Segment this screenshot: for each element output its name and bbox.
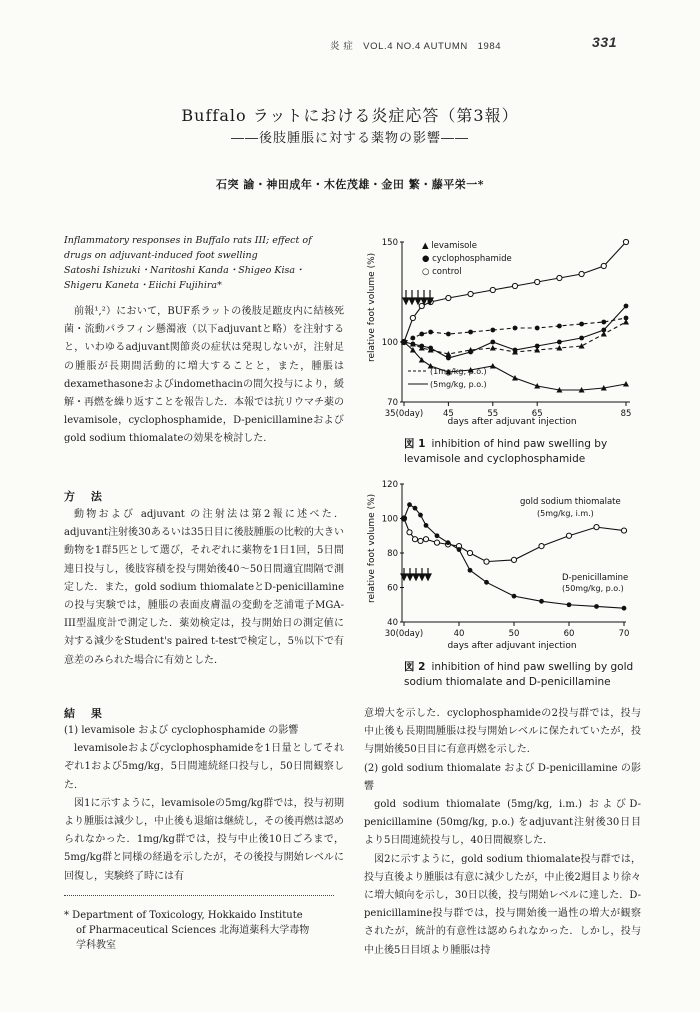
data-point xyxy=(594,604,599,609)
data-point xyxy=(434,540,439,545)
results-paragraph-5: 図2に示すように，gold sodium thiomalate投与群では，投与直後より腫脹は有意に減少したが，中止後2週目より徐々に増大傾向を示し，30日以後，投与開始レベルに達した．D-penicillamine投与群では，投与開始後一過性の増大が観察されたが，統計的有意性は認められなかった．しかし，投与中止後5日目頃より腫脹は持 xyxy=(364,853,641,956)
footnote xyxy=(64,908,344,953)
data-point xyxy=(410,342,415,347)
figure-2-chart xyxy=(362,478,652,656)
data-point xyxy=(579,271,584,276)
data-point xyxy=(419,344,424,349)
y-tick-label: 40 xyxy=(387,618,398,628)
data-point xyxy=(468,291,473,296)
data-point xyxy=(624,316,629,321)
data-point xyxy=(490,328,495,333)
data-point xyxy=(402,340,407,345)
results-paragraph-1: levamisoleおよびcyclophosphamideを1日量としてそれぞれ1および5mg/kg，5日間連続経口投与し，50日間観察した． xyxy=(64,743,344,791)
data-point xyxy=(557,324,562,329)
data-point xyxy=(579,322,584,327)
fig1-legend-mark-3: ○ xyxy=(422,267,433,277)
y-tick-label: 100 xyxy=(381,514,398,525)
data-point xyxy=(418,538,423,543)
data-point xyxy=(407,502,412,507)
fig2-ylabel: relative foot volume (%) xyxy=(367,493,377,603)
figure-1-chart xyxy=(362,232,652,432)
x-tick-label: 60 xyxy=(563,629,575,639)
methods-paragraph: 動物および adjuvant の注射法は第2報に述べた．adjuvant注射後30あるいは35日目に後肢腫脹の比較的大きい動物を1群5匹として選び，それぞれに薬物を1日1回，5日間連日投与し，後肢容積を投与開始後40〜50日間適宜間隔で測定した．また，gold sodium thiomalateとD-penicillamineの投与実験では，腫脹の表面皮膚温の変動を芝浦電子MGA-III型温度計で測定した．薬効検定は，投与開始日の測定値に対する減少をStudent's paired t-testで検定し，5％以下で有意差のみられた場合に有効とした． xyxy=(64,509,344,666)
data-point xyxy=(446,332,451,337)
x-tick-label: 45 xyxy=(442,409,454,419)
y-tick-label: 120 xyxy=(381,480,398,490)
data-point xyxy=(557,340,562,345)
fig1-ylabel: relative foot volume (%) xyxy=(367,252,377,362)
english-abstract-header xyxy=(64,233,339,293)
fig1-arrows xyxy=(403,290,433,304)
data-point xyxy=(513,348,518,353)
data-point xyxy=(601,320,606,325)
data-point xyxy=(594,525,599,530)
data-point xyxy=(535,344,540,349)
methods-heading: 方 法 xyxy=(64,490,108,503)
data-point xyxy=(601,328,606,333)
results-section xyxy=(64,722,344,886)
fig1-dose-5mg: (5mg/kg, p.o.) xyxy=(430,380,487,389)
figure-1-caption xyxy=(404,437,644,467)
data-point xyxy=(446,295,451,300)
fig2-label-gold: gold sodium thiomalate xyxy=(520,497,621,507)
data-point xyxy=(402,516,407,521)
fig1-legend-cyclophosphamide: cyclophosphamide xyxy=(432,254,512,264)
english-authors-line2: Shigeru Kaneta・Eiichi Fujihira* xyxy=(64,280,222,291)
data-point xyxy=(484,580,489,585)
y-tick-label: 150 xyxy=(381,238,398,248)
fig1-xlabel: days after adjuvant injection xyxy=(447,417,577,427)
svg-text:▲ levamisole xyxy=(422,241,477,251)
x-tick-label: 40 xyxy=(453,629,465,639)
data-point xyxy=(413,506,418,511)
data-point xyxy=(428,330,433,335)
data-point xyxy=(424,523,429,528)
data-point xyxy=(484,559,489,564)
data-point xyxy=(457,547,462,552)
data-point xyxy=(446,356,451,361)
x-tick-label: 65 xyxy=(531,409,543,419)
data-point xyxy=(490,363,496,369)
data-point xyxy=(539,544,544,549)
data-point xyxy=(535,326,540,331)
english-title-line1: Inflammatory responses in Buffalo rats III; effect of xyxy=(64,235,312,246)
data-point xyxy=(428,346,433,351)
data-point xyxy=(623,239,628,244)
fig1-legend-control: control xyxy=(432,267,462,277)
results-heading: 結 果 xyxy=(64,707,108,720)
figure-2-caption xyxy=(404,660,644,690)
data-point xyxy=(490,287,495,292)
footnote-line2: of Pharmaceutical Sciences 北海道薬科大学毒物 xyxy=(76,925,310,936)
footnote-line3: 学科教室 xyxy=(76,940,116,951)
x-tick-label: 70 xyxy=(618,629,630,639)
footnote-rule xyxy=(64,895,334,896)
fig1-legend-levamisole: levamisole xyxy=(431,241,477,251)
fig2-caption-text: inhibition of hind paw swelling by gold sodium thiomalate and D-penicillamine xyxy=(404,661,634,688)
data-point xyxy=(566,533,571,538)
fig2-label-gold-dose: (5mg/kg, i.m.) xyxy=(537,509,594,518)
results-subheading-1: (1) levamisole および cyclophosphamide の影響 xyxy=(64,725,299,736)
data-point xyxy=(407,530,412,535)
data-point xyxy=(490,345,496,351)
data-point xyxy=(579,336,584,341)
results-paragraph-2: 図1に示すように，levamisoleの5mg/kg群では，投与初期より腫脹は減少し，中止後も退縮は継続し，その後再燃は認められなかった．1mg/kg群では，投与中止後10日ごろまで，5mg/kg群と同様の経過を示したが，その後投与開始レベルに回復し，実験終了時には有 xyxy=(64,797,344,882)
fig1-legend-mark-1: ▲ xyxy=(422,241,432,251)
y-tick-label: 80 xyxy=(387,549,398,559)
methods-section xyxy=(64,506,344,670)
svg-text:● cyclophosphamide xyxy=(422,254,512,264)
x-tick-label: 35(0day) xyxy=(384,409,424,419)
data-point xyxy=(622,606,627,611)
data-point xyxy=(419,332,424,337)
data-point xyxy=(539,599,544,604)
english-authors-line1: Satoshi Ishizuki・Naritoshi Kanda・Shigeo Kisa・ xyxy=(64,265,305,276)
fig2-label-dpen-dose: (50mg/kg, p.o.) xyxy=(562,584,624,593)
fig1-caption-text: inhibition of hind paw swelling by levamisole and cyclophosphamide xyxy=(404,438,608,465)
data-point xyxy=(623,381,629,387)
paper-subtitle: ――後肢腫脹に対する薬物の影響―― xyxy=(230,131,469,146)
data-point xyxy=(423,537,428,542)
results-paragraph-4: gold sodium thiomalate (5mg/kg, i.m.) およびD-penicillamine (50mg/kg, p.o.) をadjuvant注射後30日目より5日間連続投与し，40日間観察した． xyxy=(364,799,641,847)
data-point xyxy=(446,540,451,545)
data-point xyxy=(512,375,518,381)
journal-name: 炎 症 xyxy=(330,41,354,52)
intro-section xyxy=(64,303,344,449)
data-point xyxy=(512,283,517,288)
results-paragraph-3: 意増大を示した．cyclophosphamideの2投与群では，投与中止後も長期間腫脹は投与開始レベルに保たれていたが，投与開始後50日目に有意再燃を示した． xyxy=(364,708,641,756)
english-title-line2: drugs on adjuvant-induced foot swelling xyxy=(64,250,258,261)
data-point xyxy=(601,263,606,268)
fig1-dose-1mg: (1mg/kg, p.o.) xyxy=(430,367,487,376)
fig2-xlabel: days after adjuvant injection xyxy=(447,641,577,651)
data-point xyxy=(435,533,440,538)
data-point xyxy=(512,594,517,599)
paper-title: Buffalo ラットにおける炎症応答（第3報） xyxy=(181,106,519,125)
x-tick-label: 30(0day) xyxy=(384,629,424,639)
data-point xyxy=(468,350,473,355)
fig2-arrows xyxy=(401,568,431,580)
journal-volume: VOL.4 NO.4 AUTUMN xyxy=(363,41,468,52)
svg-text:○ control xyxy=(422,267,462,277)
fig2-label-dpen: D-penicillamine xyxy=(562,573,629,583)
data-point xyxy=(412,537,417,542)
x-tick-label: 85 xyxy=(620,409,632,419)
data-point xyxy=(535,279,540,284)
data-point xyxy=(418,513,423,518)
fig1-caption-label: 図 1 xyxy=(404,438,426,450)
data-point xyxy=(624,304,629,309)
data-point xyxy=(567,602,572,607)
right-column-text xyxy=(364,705,641,960)
data-point xyxy=(467,550,472,555)
y-tick-label: 100 xyxy=(381,338,398,348)
data-point xyxy=(621,528,626,533)
data-point xyxy=(490,340,495,345)
data-point xyxy=(557,275,562,280)
data-point xyxy=(410,336,415,341)
data-point xyxy=(511,557,516,562)
data-point xyxy=(468,568,473,573)
intro-paragraph: 前報¹,²）において，BUF系ラットの後肢足蹠皮内に結核死菌・流動パラフィン懸濁液（以下adjuvantと略）を注射すると，いわゆるadjuvant関節炎の症状は発現しないが，注射足の腫脹が長期間活動的に増大することと，また，腫脹はdexamethasoneおよびindomethacinの間欠投与により，緩解・再燃を繰り返すことを報告した．本報では抗リウマチ薬のlevamisole，cyclophosphamide，D-penicillamineおよびgold sodium thiomalateの効果を検討した． xyxy=(64,306,344,445)
journal-year: 1984 xyxy=(477,41,502,52)
data-point xyxy=(410,315,415,320)
running-header xyxy=(330,34,630,52)
author-list: 石突 諭・神田成年・木佐茂雄・金田 繁・藤平栄一* xyxy=(216,178,484,191)
y-tick-label: 70 xyxy=(387,398,398,408)
data-point xyxy=(468,330,473,335)
fig1-legend-mark-2: ● xyxy=(422,254,433,264)
page-number: 331 xyxy=(592,34,618,50)
x-tick-label: 55 xyxy=(487,409,499,419)
results-subheading-2: (2) gold sodium thiomalate および D-penicillamine の影響 xyxy=(364,762,641,792)
y-tick-label: 60 xyxy=(387,583,398,594)
footnote-line1: * Department of Toxicology, Hokkaido Institute xyxy=(64,910,303,921)
data-point xyxy=(513,326,518,331)
fig2-caption-label: 図 2 xyxy=(404,661,426,673)
x-tick-label: 50 xyxy=(508,629,520,639)
